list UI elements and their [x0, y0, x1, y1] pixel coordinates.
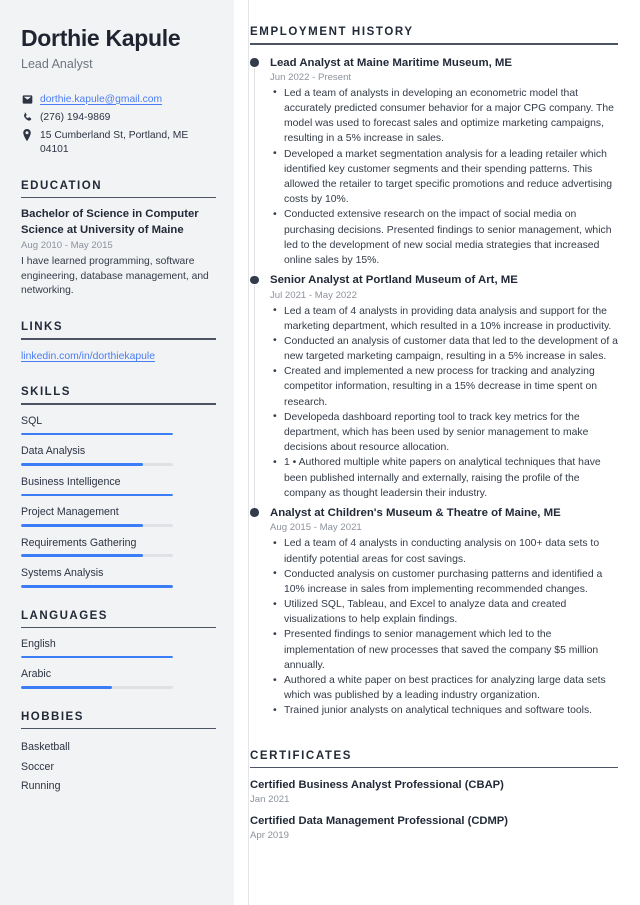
envelope-icon	[21, 92, 33, 106]
hobby-item: Basketball	[21, 741, 70, 754]
skill-label: Business Intelligence	[21, 475, 121, 488]
skill-meter-fill	[21, 433, 173, 436]
job-bullets	[270, 304, 618, 501]
job-bullets	[270, 536, 618, 718]
skill-item	[21, 536, 216, 557]
hobby-item: Running	[21, 779, 61, 792]
skill-meter	[21, 433, 173, 436]
education-degree: Bachelor of Science in Computer Science at University of Maine	[21, 208, 199, 237]
language-item	[21, 667, 216, 688]
language-meter	[21, 656, 173, 659]
sidebar	[0, 0, 234, 905]
job-date: Aug 2015 - May 2021	[270, 522, 362, 534]
section-education-heading: EDUCATION	[21, 179, 103, 192]
section-links	[21, 321, 216, 364]
contact-email[interactable]	[21, 92, 216, 107]
skill-item	[21, 444, 216, 465]
section-certificates-rule	[250, 767, 618, 769]
job-entry	[250, 56, 618, 274]
section-employment-heading: EMPLOYMENT HISTORY	[250, 26, 414, 38]
section-employment-rule	[250, 43, 618, 45]
certificate-date: Apr 2019	[250, 830, 289, 842]
skill-meter-fill	[21, 585, 173, 588]
job-bullet: • Led a team of analysts in developing an econometric model that accurately predicted consumer behavior for a major CPG company. The model was used to forecast sales and optimize marketing campaigns, resulting in a 5% increase in sales.	[270, 86, 618, 147]
job-bullet: • Utilized SQL, Tableau, and Excel to analyze data and created visualizations to help explain findings.	[270, 597, 618, 627]
job-title: Lead Analyst at Maine Maritime Museum, ME	[270, 56, 513, 69]
skill-meter-fill	[21, 524, 143, 527]
skill-item	[21, 475, 216, 496]
job-title: Analyst at Children's Museum & Theatre of Maine, ME	[270, 506, 561, 519]
skill-meter	[21, 524, 173, 527]
language-item	[21, 637, 216, 658]
job-entry	[250, 273, 618, 506]
phone-icon	[21, 110, 33, 124]
certificate-name: Certified Business Analyst Professional (CBAP)	[250, 779, 504, 792]
section-hobbies	[21, 711, 216, 796]
skill-meter-fill	[21, 463, 143, 466]
skill-label: SQL	[21, 414, 43, 427]
location-pin-icon	[21, 128, 33, 142]
contact-phone	[21, 110, 216, 125]
language-meter-fill	[21, 656, 173, 659]
job-bullet: • Developeda dashboard reporting tool to track key metrics for the department, which has been used by senior management to make decisions about resource allocation.	[270, 410, 618, 456]
job-entry	[250, 506, 618, 724]
language-label: English	[21, 638, 56, 650]
contact-address-text: 15 Cumberland St, Portland, ME 04101	[40, 129, 189, 156]
certificate-item	[250, 778, 618, 805]
certificate-item	[250, 814, 618, 841]
skill-meter	[21, 585, 173, 588]
candidate-title: Lead Analyst	[21, 56, 93, 71]
profile-header	[21, 26, 216, 72]
section-languages-heading: LANGUAGES	[21, 609, 108, 622]
education-date: Aug 2010 - May 2015	[21, 239, 113, 251]
contact-email-text	[40, 92, 162, 107]
job-bullet: • Led a team of 4 analysts in providing data analysis and support for the marketing department, which resulted in a 10% increase in productivity.	[270, 304, 618, 334]
skill-meter	[21, 554, 173, 557]
contact-list	[21, 92, 216, 158]
skill-item	[21, 505, 216, 526]
email-link[interactable]: dorthie.kapule@gmail.com	[40, 93, 163, 105]
job-bullet: • Conducted analysis on customer purchasing patterns and identified a 10% increase in sales from implementing recommended changes.	[270, 567, 618, 597]
skill-label: Requirements Gathering	[21, 536, 137, 549]
section-education	[21, 180, 216, 299]
job-bullet: • 1 • Authored multiple white papers on analytical techniques that have been published internally and externally, raising the profile of the company as thought leadersin their industry.	[270, 455, 618, 501]
skill-meter	[21, 463, 173, 466]
certificate-date: Jan 2021	[250, 794, 290, 806]
contact-phone-text: (276) 194-9869	[40, 111, 111, 123]
job-bullet: • Developed a market segmentation analysis for a leading retailer which identified key customer segments and their spending patterns. This allowed the retailer to target specific promotions and reduce advertising costs by 10%.	[270, 147, 618, 208]
skill-item	[21, 566, 216, 587]
job-bullet: • Conducted an analysis of customer data that led to the development of a new targeted marketing campaign, resulting in a 5% increase in sales.	[270, 334, 618, 364]
skill-meter-fill	[21, 494, 173, 497]
section-certificates-heading: CERTIFICATES	[250, 749, 353, 762]
section-employment	[250, 26, 618, 724]
job-title: Senior Analyst at Portland Museum of Art, ME	[270, 274, 518, 287]
section-languages	[21, 610, 216, 689]
skill-label: Systems Analysis	[21, 567, 104, 580]
section-skills-heading: SKILLS	[21, 386, 71, 399]
hobby-item: Soccer	[21, 760, 54, 773]
linkedin-link[interactable]: linkedin.com/in/dorthiekapule	[21, 350, 156, 362]
job-bullet: • Trained junior analysts on analytical techniques and software tools.	[270, 703, 618, 718]
candidate-name: Dorthie Kapule	[21, 25, 181, 51]
job-bullet: • Created and implemented a new process for tracking and analyzing competitor information, resulting in a 15% decrease in time spent on research.	[270, 364, 618, 410]
skill-label: Project Management	[21, 506, 119, 519]
section-hobbies-heading: HOBBIES	[21, 710, 84, 723]
section-certificates	[250, 750, 618, 842]
education-description: I have learned programming, software engineering, database management, and networking.	[21, 255, 209, 297]
skill-meter	[21, 494, 173, 497]
job-date: Jul 2021 - May 2022	[270, 289, 357, 301]
job-date: Jun 2022 - Present	[270, 71, 352, 83]
language-label: Arabic	[21, 668, 52, 681]
link-item[interactable]	[21, 349, 216, 365]
skill-label: Data Analysis	[21, 445, 86, 458]
employment-timeline	[250, 56, 618, 724]
job-bullet: • Presented findings to senior management which led to the implementation of new processes that saved the company $5 million annually.	[270, 627, 618, 673]
skill-item	[21, 414, 216, 435]
certificate-list	[250, 778, 618, 841]
contact-address	[21, 128, 216, 158]
section-skills	[21, 386, 216, 587]
language-meter-fill	[21, 686, 112, 689]
main-column	[234, 0, 640, 905]
skill-meter-fill	[21, 554, 143, 557]
job-bullets	[270, 86, 618, 268]
job-bullet: • Authored a white paper on best practices for analyzing large data sets which was published by a leading industry organization.	[270, 673, 618, 703]
job-bullet: • Conducted extensive research on the impact of social media on purchasing decisions. Presented findings to senior management, which led to the development of new social media strategies that increased online sales by 15%.	[270, 207, 618, 268]
certificate-name: Certified Data Management Professional (CDMP)	[250, 815, 508, 828]
job-bullet: • Led a team of 4 analysts in conducting analysis on 100+ data sets to identify potential areas for cost savings.	[270, 536, 618, 566]
section-links-heading: LINKS	[21, 321, 63, 334]
language-meter	[21, 686, 173, 689]
